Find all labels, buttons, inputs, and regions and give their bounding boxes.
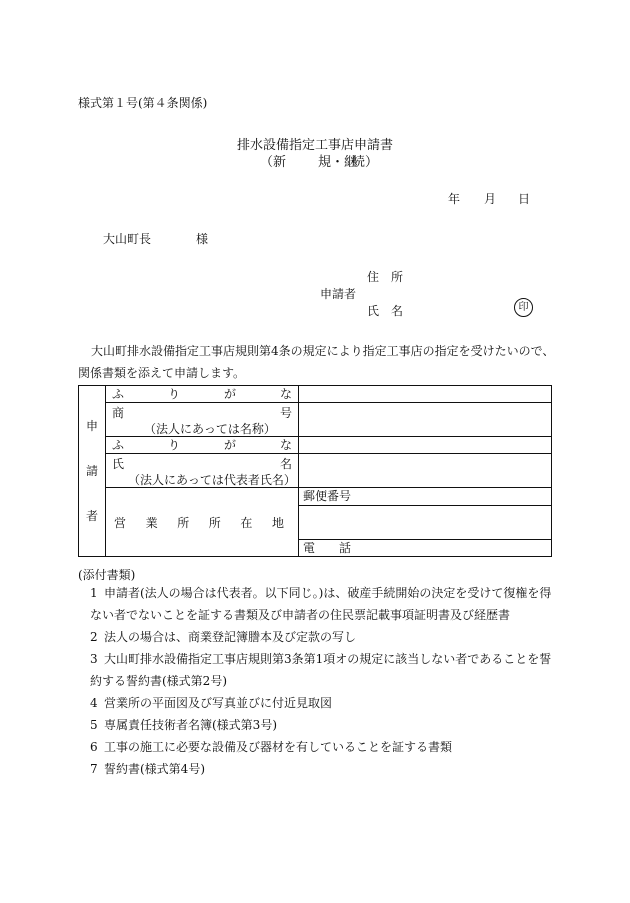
- side-char: 請: [85, 463, 98, 478]
- name-input[interactable]: [299, 454, 552, 488]
- office-char: 業: [145, 515, 158, 530]
- furigana-char: な: [279, 438, 292, 452]
- attachment-text: 申請者(法人の場合は代表者。以下同じ。)は、破産手続開始の決定を受けて復権を得ない者でないことを証する書類及び申請者の住民票記載事項証明書及び経歴書: [90, 586, 552, 622]
- body-text: 大山町排水設備指定工事店規則第4条の規定により指定工事店の指定を受けたいので、関係書類を添えて申請します。: [78, 344, 555, 380]
- attachment-num: 5: [90, 718, 98, 732]
- attachment-item: [90, 626, 560, 648]
- attachment-item: [90, 714, 560, 736]
- office-char: 営: [114, 515, 127, 530]
- applicant-label: 申請者: [320, 287, 357, 301]
- furigana-char: が: [223, 387, 236, 401]
- attachment-num: 7: [90, 762, 98, 776]
- name-label-b: 名: [391, 304, 404, 318]
- attachment-text: 法人の場合は、商業登記簿謄本及び定款の写し: [104, 630, 357, 644]
- office-char: 在: [240, 515, 253, 530]
- phone-label-a: 電: [303, 541, 316, 555]
- address-label-a: 住: [367, 270, 380, 284]
- postal-code-label: 郵便番号: [299, 488, 551, 506]
- attachment-item: [90, 736, 560, 758]
- phone-label-b: 話: [339, 541, 352, 555]
- side-label: [79, 386, 106, 557]
- body-paragraph: [78, 340, 556, 384]
- attachment-num: 1: [90, 586, 98, 600]
- attachment-num: 2: [90, 630, 98, 644]
- attachment-num: 6: [90, 740, 98, 754]
- trade-name-note: （法人にあっては名称）: [144, 422, 276, 436]
- attachment-text: 大山町排水設備指定工事店規則第3条第1項オの規定に該当しない者であることを誓約する誓約書(様式第2号): [90, 652, 552, 688]
- name-a: 氏: [112, 457, 125, 471]
- name-note: （法人にあっては代表者氏名）: [128, 473, 296, 487]
- applicant-table: [78, 385, 552, 557]
- office-location-cell: [299, 488, 552, 557]
- phone-row[interactable]: [299, 540, 551, 556]
- attachment-item: [90, 692, 560, 714]
- attachment-item: [90, 648, 560, 692]
- name-label: [106, 454, 299, 488]
- furigana-label-1: [106, 386, 299, 403]
- name-b: 名: [279, 457, 292, 471]
- office-char: 所: [177, 515, 190, 530]
- attachment-item: [90, 582, 560, 626]
- date-day: 日: [518, 192, 531, 206]
- form-id: 様式第１号(第４条関係): [78, 96, 208, 110]
- address-label-b: 所: [391, 270, 404, 284]
- seal-mark: 印: [514, 298, 533, 317]
- subtitle-close: 続）: [352, 155, 379, 170]
- office-char: 地: [271, 515, 284, 530]
- attachment-num: 3: [90, 652, 98, 666]
- trade-name-b: 号: [279, 406, 292, 420]
- attachment-item: [90, 758, 560, 780]
- furigana-char: ふ: [112, 438, 125, 452]
- furigana-char: な: [279, 387, 292, 401]
- furigana-char: り: [167, 387, 180, 401]
- trade-name-a: 商: [112, 406, 125, 420]
- trade-name-label: [106, 403, 299, 437]
- date-year: 年: [448, 192, 461, 206]
- furigana-char: り: [167, 438, 180, 452]
- subtitle-open: （新: [260, 155, 287, 170]
- addressee: 大山町長: [103, 232, 152, 246]
- furigana-label-2: [106, 437, 299, 454]
- attachment-text: 営業所の平面図及び写真並びに付近見取図: [104, 696, 333, 710]
- name-label-a: 氏: [367, 304, 380, 318]
- document-title: 排水設備指定工事店申請書: [236, 138, 393, 153]
- addressee-honorific: 様: [196, 232, 209, 246]
- attachment-text: 工事の施工に必要な設備及び器材を有していることを証する書類: [104, 740, 453, 754]
- attachment-text: 誓約書(様式第4号): [104, 762, 205, 776]
- furigana-char: が: [223, 438, 236, 452]
- office-address-input[interactable]: [299, 506, 551, 540]
- date-month: 月: [484, 192, 497, 206]
- furigana-input-1[interactable]: [299, 386, 552, 403]
- attachment-num: 4: [90, 696, 98, 710]
- trade-name-input[interactable]: [299, 403, 552, 437]
- furigana-char: ふ: [112, 387, 125, 401]
- office-char: 所: [208, 515, 221, 530]
- side-char: 者: [85, 508, 98, 523]
- subtitle-mid: 規・継: [318, 155, 358, 170]
- side-char: 申: [85, 418, 98, 433]
- furigana-input-2[interactable]: [299, 437, 552, 454]
- office-location-label: [106, 488, 299, 557]
- attachments-heading: (添付書類): [78, 568, 136, 582]
- attachment-text: 専属責任技術者名簿(様式第3号): [104, 718, 277, 732]
